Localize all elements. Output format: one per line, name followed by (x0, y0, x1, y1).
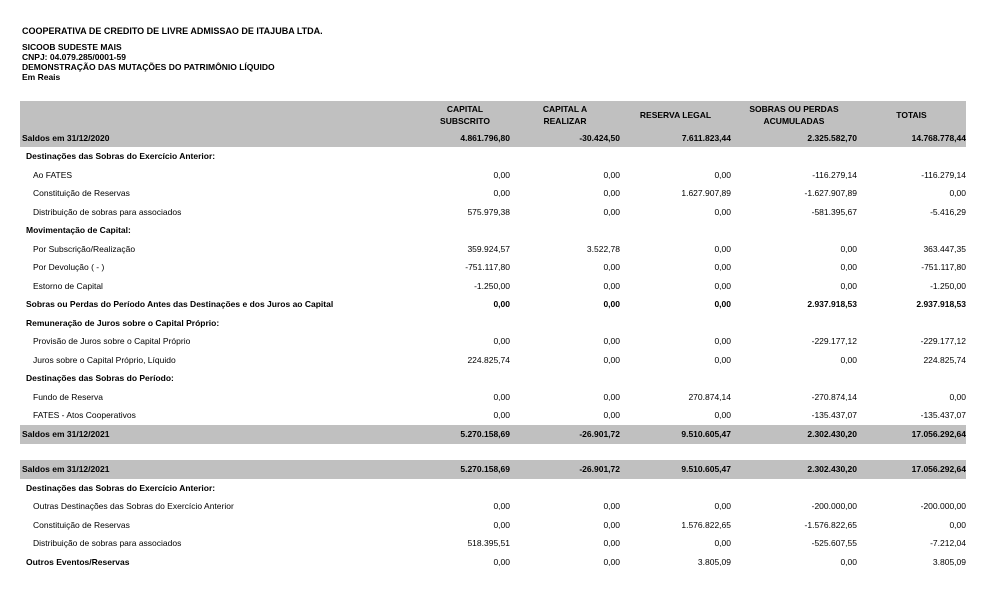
cell-sobras: -1.576.822,65 (804, 519, 857, 530)
column-header-blank (20, 101, 420, 128)
cell-sobras: 2.937.918,53 (807, 299, 857, 310)
table-row (20, 497, 966, 516)
cell-sobras: 0,00 (840, 243, 857, 254)
cell-sobras: 0,00 (840, 262, 857, 273)
cell-totais: -229.177,12 (920, 336, 966, 347)
cell-capital-a-realizar: 0,00 (603, 501, 620, 512)
section-label: Destinações das Sobras do Exercício Anterior: (26, 482, 216, 493)
cell-totais: 17.056.292,64 (857, 425, 966, 444)
cell-totais: -1.250,00 (930, 280, 966, 291)
cell-reserva-legal: 0,00 (714, 280, 731, 291)
cell-totais: -7.212,04 (930, 538, 966, 549)
cell-reserva-legal: 0,00 (714, 538, 731, 549)
cell-reserva-legal: 3.805,09 (697, 556, 731, 567)
row-label: Ao FATES (33, 169, 73, 180)
row-label: Sobras ou Perdas do Período Antes das Destinações e dos Juros ao Capital (26, 299, 334, 310)
cell-sobras: -525.607,55 (811, 538, 857, 549)
table-row (20, 277, 966, 296)
cell-capital-subscrito: 0,00 (493, 519, 510, 530)
row-label: Por Subscrição/Realização (33, 243, 136, 254)
cell-capital-subscrito: 0,00 (493, 299, 510, 310)
cell-totais: -751.117,80 (921, 262, 966, 273)
table-row (20, 406, 966, 425)
table-row (20, 240, 966, 259)
cell-capital-subscrito: 0,00 (493, 169, 510, 180)
cell-reserva-legal: 0,00 (714, 169, 731, 180)
cell-reserva-legal: 1.627.907,89 (681, 188, 731, 199)
cell-capital-a-realizar: 0,00 (603, 206, 620, 217)
cell-totais: 17.056.292,64 (857, 460, 966, 479)
cnpj: CNPJ: 04.079.285/0001-59 (22, 52, 126, 62)
cell-capital-a-realizar: -30.424,50 (510, 128, 620, 147)
cell-reserva-legal: 0,00 (714, 501, 731, 512)
column-header-capital-a-realizar: CAPITAL A REALIZAR (510, 101, 620, 128)
cell-capital-a-realizar: 3.522,78 (586, 243, 620, 254)
table-row (20, 425, 966, 444)
table-row (20, 128, 966, 147)
table-row (20, 166, 966, 185)
row-label: Outros Eventos/Reservas (26, 556, 130, 567)
table-row (20, 516, 966, 535)
spacer-row (20, 444, 966, 460)
cell-totais: -200.000,00 (920, 501, 966, 512)
cell-sobras: -116.279,14 (812, 169, 857, 180)
section-row (20, 147, 966, 166)
cell-capital-subscrito: 0,00 (493, 556, 510, 567)
table-row (20, 388, 966, 407)
cell-totais: -135.437,07 (920, 410, 966, 421)
section-row (20, 479, 966, 498)
table-row (20, 460, 966, 479)
cell-totais: 0,00 (949, 188, 966, 199)
row-label: Por Devolução ( - ) (33, 262, 105, 273)
row-label: Outras Destinações das Sobras do Exercício Anterior (33, 501, 234, 512)
cell-reserva-legal: 1.576.822,65 (681, 519, 731, 530)
cell-capital-subscrito: 224.825,74 (467, 354, 510, 365)
cell-reserva-legal: 7.611.823,44 (620, 128, 731, 147)
cell-sobras: 2.302.430,20 (731, 460, 857, 479)
cell-sobras: -200.000,00 (811, 501, 857, 512)
section-label: Destinações das Sobras do Exercício Anterior: (26, 151, 216, 162)
cell-sobras: 2.325.582,70 (731, 128, 857, 147)
cell-capital-subscrito: -1.250,00 (474, 280, 510, 291)
cell-capital-a-realizar: 0,00 (603, 188, 620, 199)
cell-sobras: -229.177,12 (811, 336, 857, 347)
row-label: Provisão de Juros sobre o Capital Próprio (33, 336, 191, 347)
cell-totais: -5.416,29 (930, 206, 966, 217)
cell-reserva-legal: 0,00 (714, 410, 731, 421)
cell-capital-a-realizar: 0,00 (603, 262, 620, 273)
cell-capital-subscrito: 5.270.158,69 (420, 425, 510, 444)
cell-capital-subscrito: 0,00 (493, 336, 510, 347)
cell-capital-subscrito: 518.395,51 (467, 538, 510, 549)
cell-capital-a-realizar: -26.901,72 (510, 425, 620, 444)
cell-capital-subscrito: 359.924,57 (467, 243, 510, 254)
cell-reserva-legal: 0,00 (714, 262, 731, 273)
cell-sobras: -1.627.907,89 (804, 188, 857, 199)
cell-totais: 0,00 (949, 391, 966, 402)
cell-totais: 0,00 (949, 519, 966, 530)
company-name: COOPERATIVA DE CREDITO DE LIVRE ADMISSAO DE ITAJUBA LTDA. (22, 26, 323, 36)
cell-capital-a-realizar: 0,00 (603, 538, 620, 549)
row-label: Estorno de Capital (33, 280, 103, 291)
statement-title: DEMONSTRAÇÃO DAS MUTAÇÕES DO PATRIMÔNIO LÍQUIDO (22, 62, 275, 72)
cell-capital-subscrito: 4.861.796,80 (420, 128, 510, 147)
cell-reserva-legal: 9.510.605,47 (620, 460, 731, 479)
cell-capital-a-realizar: 0,00 (603, 391, 620, 402)
cell-capital-a-realizar: 0,00 (603, 336, 620, 347)
row-label: Juros sobre o Capital Próprio, Líquido (33, 354, 176, 365)
cell-sobras: -270.874,14 (811, 391, 857, 402)
column-header-totais: TOTAIS (857, 101, 966, 128)
table-row (20, 534, 966, 553)
cell-capital-subscrito: 5.270.158,69 (420, 460, 510, 479)
row-label: Saldos em 31/12/2021 (20, 460, 420, 479)
row-label: Distribuição de sobras para associados (33, 538, 182, 549)
cell-capital-subscrito: -751.117,80 (465, 262, 510, 273)
row-label: Saldos em 31/12/2020 (20, 128, 420, 147)
cell-capital-a-realizar: 0,00 (603, 354, 620, 365)
cell-totais: -116.279,14 (921, 169, 966, 180)
table-row (20, 258, 966, 277)
cell-sobras: -581.395,67 (811, 206, 857, 217)
cell-totais: 3.805,09 (932, 556, 966, 567)
cell-capital-a-realizar: 0,00 (603, 280, 620, 291)
cell-capital-a-realizar: 0,00 (603, 410, 620, 421)
cell-sobras: 0,00 (840, 354, 857, 365)
currency-note: Em Reais (22, 72, 61, 82)
row-label: Constituição de Reservas (33, 188, 130, 199)
column-header-capital-subscrito: CAPITAL SUBSCRITO (420, 101, 510, 128)
cell-capital-subscrito: 575.979,38 (467, 206, 510, 217)
row-label: Constituição de Reservas (33, 519, 130, 530)
cell-reserva-legal: 0,00 (714, 354, 731, 365)
cell-sobras: 0,00 (840, 556, 857, 567)
equity-changes-table (20, 101, 966, 571)
cell-sobras: 2.302.430,20 (731, 425, 857, 444)
cell-reserva-legal: 9.510.605,47 (620, 425, 731, 444)
section-label: Destinações das Sobras do Período: (26, 373, 174, 384)
table-row (20, 553, 966, 572)
column-header-reserva-legal: RESERVA LEGAL (620, 101, 731, 128)
section-row (20, 314, 966, 333)
cell-capital-a-realizar: 0,00 (603, 169, 620, 180)
cell-reserva-legal: 0,00 (714, 243, 731, 254)
cell-totais: 224.825,74 (923, 354, 966, 365)
section-label: Remuneração de Juros sobre o Capital Próprio: (26, 317, 220, 328)
cell-reserva-legal: 0,00 (714, 299, 731, 310)
section-row (20, 221, 966, 240)
cell-capital-subscrito: 0,00 (493, 188, 510, 199)
cell-capital-a-realizar: 0,00 (603, 299, 620, 310)
table-row (20, 184, 966, 203)
cell-totais: 14.768.778,44 (857, 128, 966, 147)
cell-reserva-legal: 0,00 (714, 336, 731, 347)
row-label: Distribuição de sobras para associados (33, 206, 182, 217)
cell-capital-a-realizar: -26.901,72 (510, 460, 620, 479)
table-row (20, 203, 966, 222)
cell-capital-subscrito: 0,00 (493, 391, 510, 402)
table-row (20, 332, 966, 351)
row-label: Saldos em 31/12/2021 (20, 425, 420, 444)
cell-capital-a-realizar: 0,00 (603, 519, 620, 530)
column-header-row (20, 101, 966, 128)
cell-reserva-legal: 270.874,14 (688, 391, 731, 402)
table-row (20, 295, 966, 314)
cell-sobras: -135.437,07 (811, 410, 857, 421)
cell-totais: 363.447,35 (923, 243, 966, 254)
column-header-sobras: SOBRAS OU PERDAS ACUMULADAS (731, 101, 857, 128)
unit-name: SICOOB SUDESTE MAIS (22, 42, 122, 52)
cell-reserva-legal: 0,00 (714, 206, 731, 217)
cell-capital-a-realizar: 0,00 (603, 556, 620, 567)
row-label: FATES - Atos Cooperativos (33, 410, 136, 421)
section-label: Movimentação de Capital: (26, 225, 131, 236)
cell-sobras: 0,00 (840, 280, 857, 291)
cell-capital-subscrito: 0,00 (493, 410, 510, 421)
table-row (20, 351, 966, 370)
row-label: Fundo de Reserva (33, 391, 103, 402)
cell-totais: 2.937.918,53 (916, 299, 966, 310)
section-row (20, 369, 966, 388)
cell-capital-subscrito: 0,00 (493, 501, 510, 512)
